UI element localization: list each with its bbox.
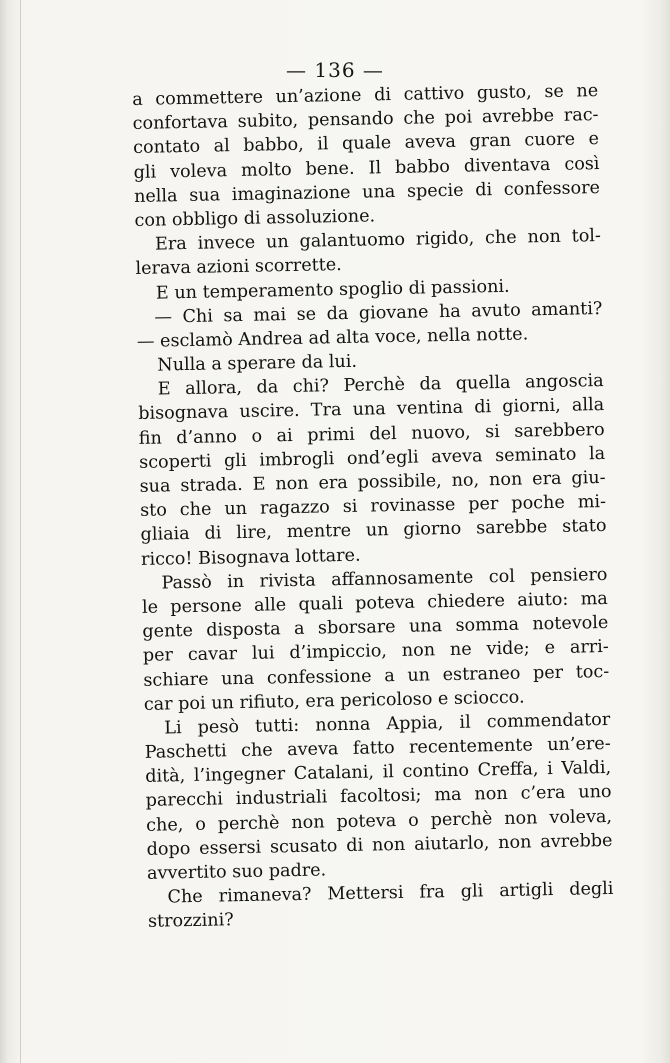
- text-line: sto che un ragazzo si rovinasse per poche mi-: [139, 492, 607, 522]
- text-line: avvertito suo padre.: [146, 860, 327, 884]
- text-line: nella sua imaginazione una specie di confessore: [133, 177, 601, 207]
- text-line: — Chi sa mai se da giovane ha avuto amanti?: [154, 298, 603, 328]
- text-line: lerava azioni scorrette.: [135, 255, 342, 280]
- text-line: Nulla a sperare da lui.: [157, 351, 358, 376]
- text-line: Paschetti che aveva fatto recentemente un’ere-: [144, 733, 611, 763]
- text-line: per cavar lui d’impiccio, non ne vide; e arri-: [142, 637, 609, 667]
- text-line: che, o perchè non poteva o perchè non voleva,: [145, 806, 613, 836]
- text-line: gli voleva molto bene. Il babbo diventava così: [133, 153, 600, 183]
- text-line: a commettere un’azione di cattivo gusto, se ne: [132, 81, 599, 110]
- text-line: dità, l’ingegner Catalani, il contino Creffa, i Valdi,: [145, 758, 612, 788]
- text-line: Che rimaneva? Mettersi fra gli artigli degli: [167, 879, 614, 908]
- body-text: [132, 79, 614, 934]
- text-line: Li pesò tutti: nonna Appia, il commendator: [164, 709, 611, 739]
- text-line: gliaia di lire, mentre un giorno sarebbe stato: [140, 516, 607, 546]
- text-line: E allora, da chi? Perchè da quella angoscia: [157, 371, 604, 400]
- text-line: E un temperamento spoglio di passioni.: [155, 276, 510, 304]
- text-line: con obbligo di assoluzione.: [134, 206, 376, 231]
- text-line: confortava subito, pensando che poi avrebbe rac-: [132, 105, 599, 135]
- page-number: — 136 —: [286, 58, 384, 82]
- text-line: dopo essersi scusato di non aiutarlo, non avrebbe: [146, 830, 613, 860]
- text-line: gente disposta a sborsare una somma notevole: [142, 613, 609, 643]
- text-line: strozzini?: [147, 910, 234, 933]
- text-line: schiare una confessione a un estraneo per toc-: [143, 661, 610, 691]
- text-line: contato al babbo, il quale aveva gran cuore e: [132, 129, 600, 159]
- text-line: — esclamò Andrea ad alta voce, nella notte.: [136, 324, 529, 352]
- text-line: fin d’anno o ai primi del nuovo, si sarebbero: [138, 419, 605, 449]
- text-line: scoperti gli imbrogli ond’egli aveva seminato la: [139, 443, 606, 473]
- text-line: le persone alle quali poteva chiedere aiuto: ma: [141, 588, 609, 618]
- text-line: sua strada. E non era possibile, no, non era giu-: [139, 467, 606, 497]
- text-line: parecchi industriali facoltosi; ma non c’era uno: [145, 782, 612, 812]
- page-gutter: [20, 0, 21, 1063]
- text-line: car poi un rifiuto, era pericoloso e sciocco.: [143, 687, 525, 715]
- text-line: ricco! Bisognava lottare.: [140, 545, 361, 570]
- text-line: bisognava uscire. Tra una ventina di giorni, alla: [138, 395, 605, 425]
- text-line: Era invece un galantuomo rigido, che non tol-: [154, 226, 602, 255]
- text-line: Passò in rivista affannosamente col pensiero: [161, 564, 608, 594]
